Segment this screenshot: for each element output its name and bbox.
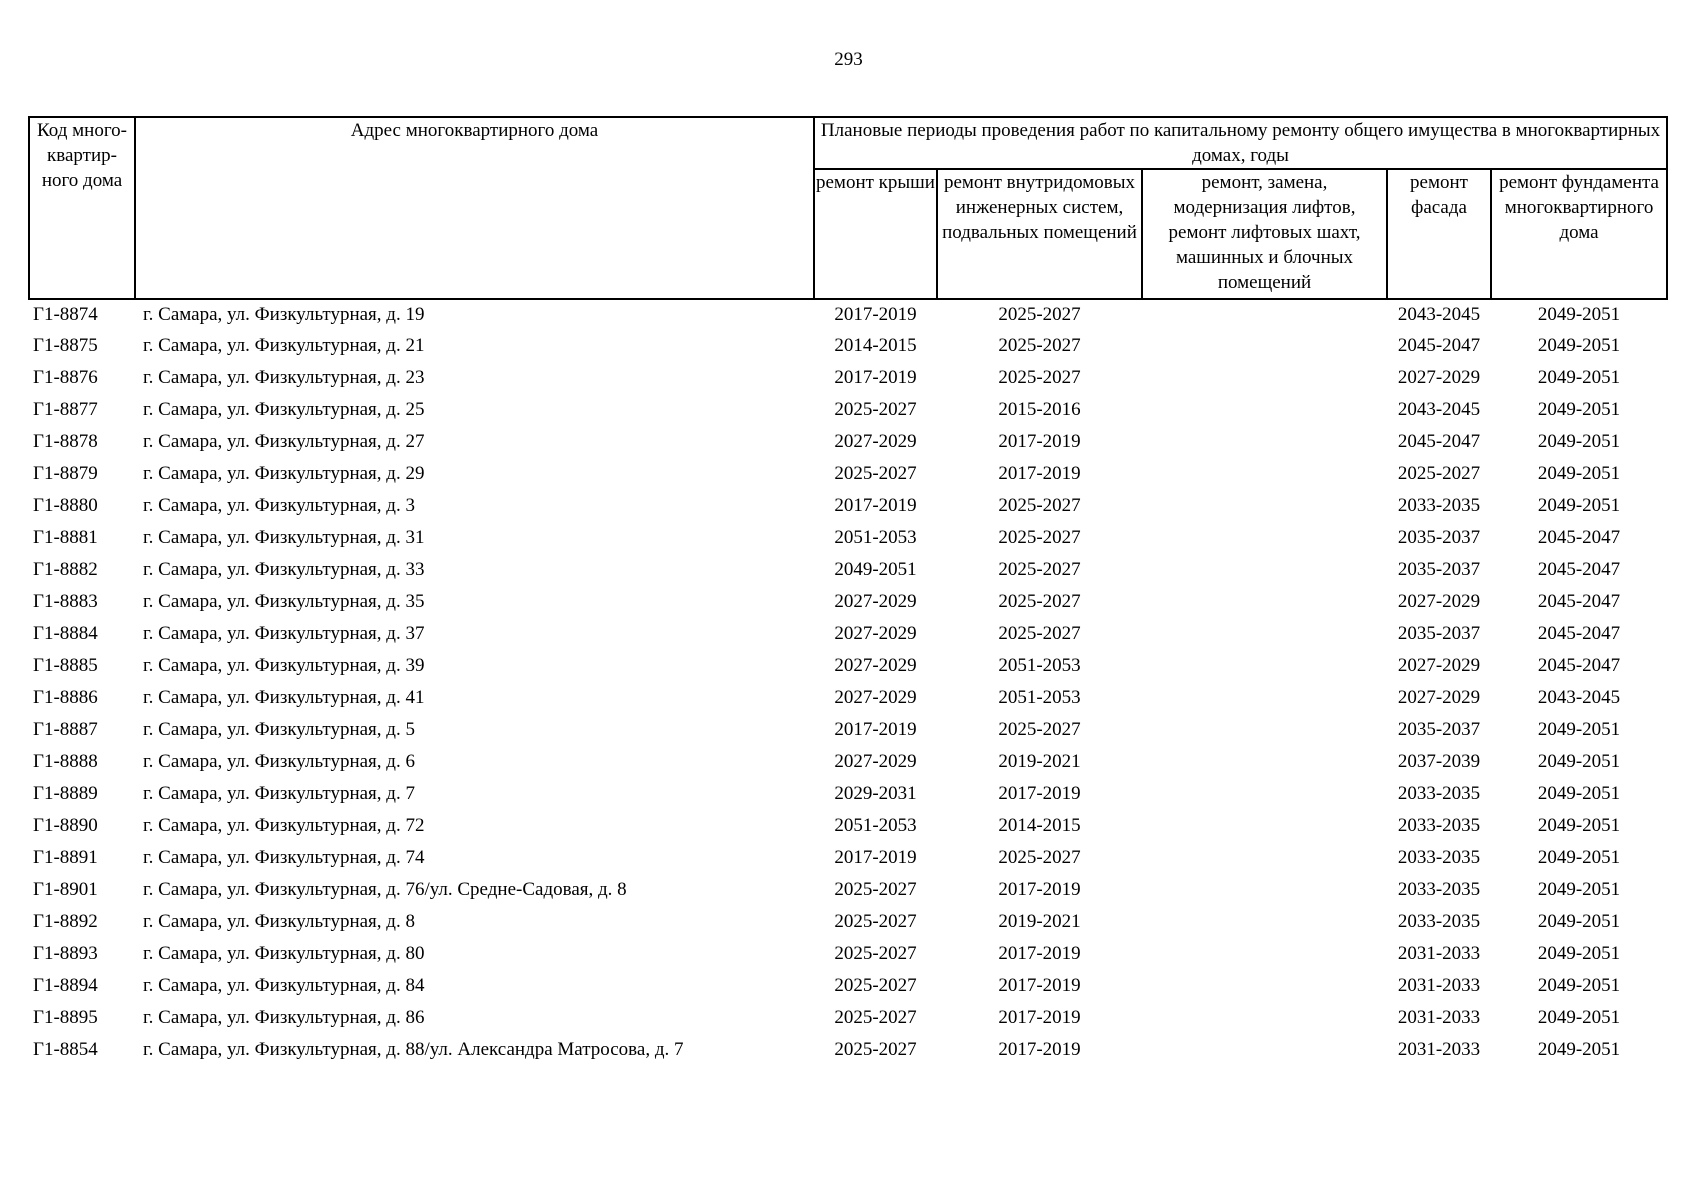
cell-foundation: 2049-2051 [1537,911,1621,932]
cell-lifts [1142,1002,1387,1034]
table-row [29,906,1667,938]
cell-code: Г1-8890 [33,815,98,836]
cell-code: Г1-8901 [33,879,98,900]
cell-lifts [1142,586,1387,618]
table-row [29,970,1667,1002]
cell-facade: 2027-2029 [1397,687,1481,708]
cell-facade: 2033-2035 [1397,495,1481,516]
cell-roof: 2027-2029 [834,431,917,452]
cell-facade: 2033-2035 [1397,847,1481,868]
cell-roof: 2025-2027 [834,1039,917,1060]
header-facade: ремонт фасада [1387,169,1491,299]
cell-facade: 2045-2047 [1397,431,1481,452]
cell-lifts [1142,426,1387,458]
table-row [29,778,1667,810]
cell-roof: 2014-2015 [834,335,917,356]
cell-code: Г1-8887 [33,719,98,740]
cell-lifts [1142,618,1387,650]
cell-address: г. Самара, ул. Физкультурная, д. 37 [143,623,425,644]
cell-foundation: 2049-2051 [1537,975,1621,996]
cell-facade: 2027-2029 [1397,591,1481,612]
header-roof: ремонт крыши [814,169,937,299]
cell-foundation: 2045-2047 [1537,655,1621,676]
cell-code: Г1-8886 [33,687,98,708]
cell-roof: 2025-2027 [834,1007,917,1028]
cell-address: г. Самара, ул. Физкультурная, д. 86 [143,1007,425,1028]
cell-facade: 2031-2033 [1397,975,1481,996]
table-row [29,586,1667,618]
cell-code: Г1-8893 [33,943,98,964]
cell-address: г. Самара, ул. Физкультурная, д. 33 [143,559,425,580]
cell-facade: 2027-2029 [1397,367,1481,388]
table-row [29,362,1667,394]
cell-foundation: 2049-2051 [1537,495,1621,516]
cell-code: Г1-8880 [33,495,98,516]
table-row [29,522,1667,554]
table-row [29,714,1667,746]
cell-code: Г1-8894 [33,975,98,996]
table-row [29,330,1667,362]
cell-facade: 2033-2035 [1397,815,1481,836]
cell-roof: 2017-2019 [834,495,917,516]
cell-facade: 2025-2027 [1397,463,1481,484]
cell-address: г. Самара, ул. Физкультурная, д. 35 [143,591,425,612]
cell-address: г. Самара, ул. Физкультурная, д. 76/ул. Средне-Садовая, д. 8 [143,879,627,900]
cell-engineering: 2019-2021 [998,911,1081,932]
cell-facade: 2031-2033 [1397,1039,1481,1060]
cell-engineering: 2017-2019 [998,431,1081,452]
cell-code: Г1-8891 [33,847,98,868]
cell-engineering: 2017-2019 [998,879,1081,900]
cell-lifts [1142,874,1387,906]
cell-address: г. Самара, ул. Физкультурная, д. 72 [143,815,425,836]
table-row [29,394,1667,426]
cell-roof: 2017-2019 [834,367,917,388]
cell-address: г. Самара, ул. Физкультурная, д. 27 [143,431,425,452]
cell-code: Г1-8884 [33,623,98,644]
cell-address: г. Самара, ул. Физкультурная, д. 39 [143,655,425,676]
header-code: Код много-квартир-ного дома [29,117,135,299]
cell-address: г. Самара, ул. Физкультурная, д. 29 [143,463,425,484]
cell-engineering: 2051-2053 [998,687,1081,708]
cell-foundation: 2045-2047 [1537,591,1621,612]
cell-address: г. Самара, ул. Физкультурная, д. 21 [143,335,425,356]
cell-roof: 2051-2053 [834,527,917,548]
cell-foundation: 2049-2051 [1537,943,1621,964]
table-row [29,1002,1667,1034]
cell-engineering: 2017-2019 [998,943,1081,964]
cell-roof: 2017-2019 [834,847,917,868]
cell-engineering: 2014-2015 [998,815,1081,836]
cell-facade: 2045-2047 [1397,335,1481,356]
cell-engineering: 2051-2053 [998,655,1081,676]
cell-code: Г1-8881 [33,527,98,548]
cell-foundation: 2043-2045 [1537,687,1621,708]
table-row [29,554,1667,586]
cell-foundation: 2045-2047 [1537,527,1621,548]
cell-roof: 2025-2027 [834,879,917,900]
cell-address: г. Самара, ул. Физкультурная, д. 8 [143,911,415,932]
cell-code: Г1-8895 [33,1007,98,1028]
cell-lifts [1142,778,1387,810]
cell-engineering: 2017-2019 [998,783,1081,804]
cell-address: г. Самара, ул. Физкультурная, д. 80 [143,943,425,964]
cell-address: г. Самара, ул. Физкультурная, д. 84 [143,975,425,996]
table-row [29,458,1667,490]
cell-roof: 2025-2027 [834,399,917,420]
cell-address: г. Самара, ул. Физкультурная, д. 25 [143,399,425,420]
cell-roof: 2027-2029 [834,751,917,772]
cell-foundation: 2049-2051 [1537,304,1621,325]
cell-lifts [1142,299,1387,330]
cell-address: г. Самара, ул. Физкультурная, д. 88/ул. Александра Матросова, д. 7 [143,1039,684,1060]
cell-code: Г1-8882 [33,559,98,580]
cell-facade: 2033-2035 [1397,783,1481,804]
cell-engineering: 2015-2016 [998,399,1081,420]
cell-code: Г1-8875 [33,335,98,356]
cell-facade: 2027-2029 [1397,655,1481,676]
cell-foundation: 2049-2051 [1537,847,1621,868]
table-row [29,426,1667,458]
cell-lifts [1142,682,1387,714]
cell-engineering: 2025-2027 [998,591,1081,612]
cell-roof: 2017-2019 [834,304,917,325]
cell-foundation: 2049-2051 [1537,335,1621,356]
cell-roof: 2049-2051 [834,559,917,580]
page-number: 293 [834,49,863,70]
header-foundation: ремонт фундамента многоквартирного дома [1491,169,1667,299]
cell-engineering: 2025-2027 [998,304,1081,325]
table-row [29,810,1667,842]
cell-roof: 2027-2029 [834,623,917,644]
cell-lifts [1142,650,1387,682]
cell-lifts [1142,842,1387,874]
table-row [29,299,1667,330]
cell-lifts [1142,714,1387,746]
cell-foundation: 2049-2051 [1537,783,1621,804]
cell-code: Г1-8878 [33,431,98,452]
table-row [29,842,1667,874]
cell-engineering: 2025-2027 [998,623,1081,644]
cell-address: г. Самара, ул. Физкультурная, д. 3 [143,495,415,516]
table-row [29,618,1667,650]
table-row [29,682,1667,714]
cell-lifts [1142,458,1387,490]
cell-lifts [1142,362,1387,394]
cell-roof: 2025-2027 [834,463,917,484]
cell-roof: 2017-2019 [834,719,917,740]
cell-code: Г1-8885 [33,655,98,676]
cell-code: Г1-8888 [33,751,98,772]
cell-code: Г1-8883 [33,591,98,612]
cell-lifts [1142,554,1387,586]
cell-foundation: 2049-2051 [1537,463,1621,484]
cell-foundation: 2049-2051 [1537,751,1621,772]
cell-foundation: 2045-2047 [1537,623,1621,644]
cell-code: Г1-8854 [33,1039,98,1060]
table-header [29,117,1667,299]
cell-engineering: 2025-2027 [998,335,1081,356]
cell-engineering: 2025-2027 [998,527,1081,548]
cell-facade: 2035-2037 [1397,623,1481,644]
cell-lifts [1142,330,1387,362]
table-row [29,650,1667,682]
cell-facade: 2037-2039 [1397,751,1481,772]
cell-address: г. Самара, ул. Физкультурная, д. 5 [143,719,415,740]
table-row [29,490,1667,522]
cell-lifts [1142,906,1387,938]
capital-repair-schedule-table [28,116,1668,1066]
cell-lifts [1142,394,1387,426]
cell-lifts [1142,746,1387,778]
cell-facade: 2043-2045 [1397,304,1481,325]
cell-foundation: 2045-2047 [1537,559,1621,580]
cell-engineering: 2025-2027 [998,847,1081,868]
table-body [29,299,1667,1066]
cell-roof: 2027-2029 [834,591,917,612]
table-row [29,874,1667,906]
cell-address: г. Самара, ул. Физкультурная, д. 19 [143,304,425,325]
table-row [29,938,1667,970]
cell-roof: 2027-2029 [834,655,917,676]
header-address: Адрес многоквартирного дома [135,117,814,299]
cell-engineering: 2017-2019 [998,463,1081,484]
table-row [29,1034,1667,1066]
cell-engineering: 2017-2019 [998,1039,1081,1060]
cell-lifts [1142,1034,1387,1066]
cell-engineering: 2025-2027 [998,495,1081,516]
cell-address: г. Самара, ул. Физкультурная, д. 7 [143,783,415,804]
cell-foundation: 2049-2051 [1537,399,1621,420]
cell-roof: 2025-2027 [834,911,917,932]
cell-foundation: 2049-2051 [1537,879,1621,900]
cell-facade: 2031-2033 [1397,1007,1481,1028]
cell-foundation: 2049-2051 [1537,431,1621,452]
cell-code: Г1-8892 [33,911,98,932]
cell-engineering: 2025-2027 [998,719,1081,740]
cell-foundation: 2049-2051 [1537,815,1621,836]
cell-facade: 2035-2037 [1397,719,1481,740]
header-row-1 [29,117,1667,169]
cell-facade: 2033-2035 [1397,911,1481,932]
cell-address: г. Самара, ул. Физкультурная, д. 6 [143,751,415,772]
cell-code: Г1-8874 [33,304,98,325]
cell-code: Г1-8889 [33,783,98,804]
cell-roof: 2025-2027 [834,943,917,964]
cell-address: г. Самара, ул. Физкультурная, д. 23 [143,367,425,388]
cell-foundation: 2049-2051 [1537,1039,1621,1060]
cell-code: Г1-8876 [33,367,98,388]
cell-roof: 2027-2029 [834,687,917,708]
cell-code: Г1-8877 [33,399,98,420]
cell-facade: 2035-2037 [1397,527,1481,548]
cell-engineering: 2025-2027 [998,559,1081,580]
cell-lifts [1142,938,1387,970]
cell-facade: 2043-2045 [1397,399,1481,420]
header-periods-group: Плановые периоды проведения работ по капитальному ремонту общего имущества в многоквартирных домах, годы [814,117,1667,169]
table-row [29,746,1667,778]
cell-lifts [1142,490,1387,522]
cell-facade: 2035-2037 [1397,559,1481,580]
header-lifts: ремонт, замена, модернизация лифтов, ремонт лифтовых шахт, машинных и блочных помещений [1142,169,1387,299]
cell-engineering: 2025-2027 [998,367,1081,388]
cell-engineering: 2017-2019 [998,975,1081,996]
cell-lifts [1142,970,1387,1002]
cell-engineering: 2019-2021 [998,751,1081,772]
header-engineering: ремонт внутридомовых инженерных систем, подвальных помещений [937,169,1142,299]
cell-lifts [1142,810,1387,842]
cell-address: г. Самара, ул. Физкультурная, д. 74 [143,847,425,868]
cell-facade: 2033-2035 [1397,879,1481,900]
cell-lifts [1142,522,1387,554]
cell-address: г. Самара, ул. Физкультурная, д. 31 [143,527,425,548]
cell-foundation: 2049-2051 [1537,367,1621,388]
cell-code: Г1-8879 [33,463,98,484]
cell-roof: 2051-2053 [834,815,917,836]
cell-roof: 2025-2027 [834,975,917,996]
cell-engineering: 2017-2019 [998,1007,1081,1028]
cell-foundation: 2049-2051 [1537,1007,1621,1028]
cell-roof: 2029-2031 [834,783,917,804]
cell-address: г. Самара, ул. Физкультурная, д. 41 [143,687,425,708]
cell-foundation: 2049-2051 [1537,719,1621,740]
cell-facade: 2031-2033 [1397,943,1481,964]
